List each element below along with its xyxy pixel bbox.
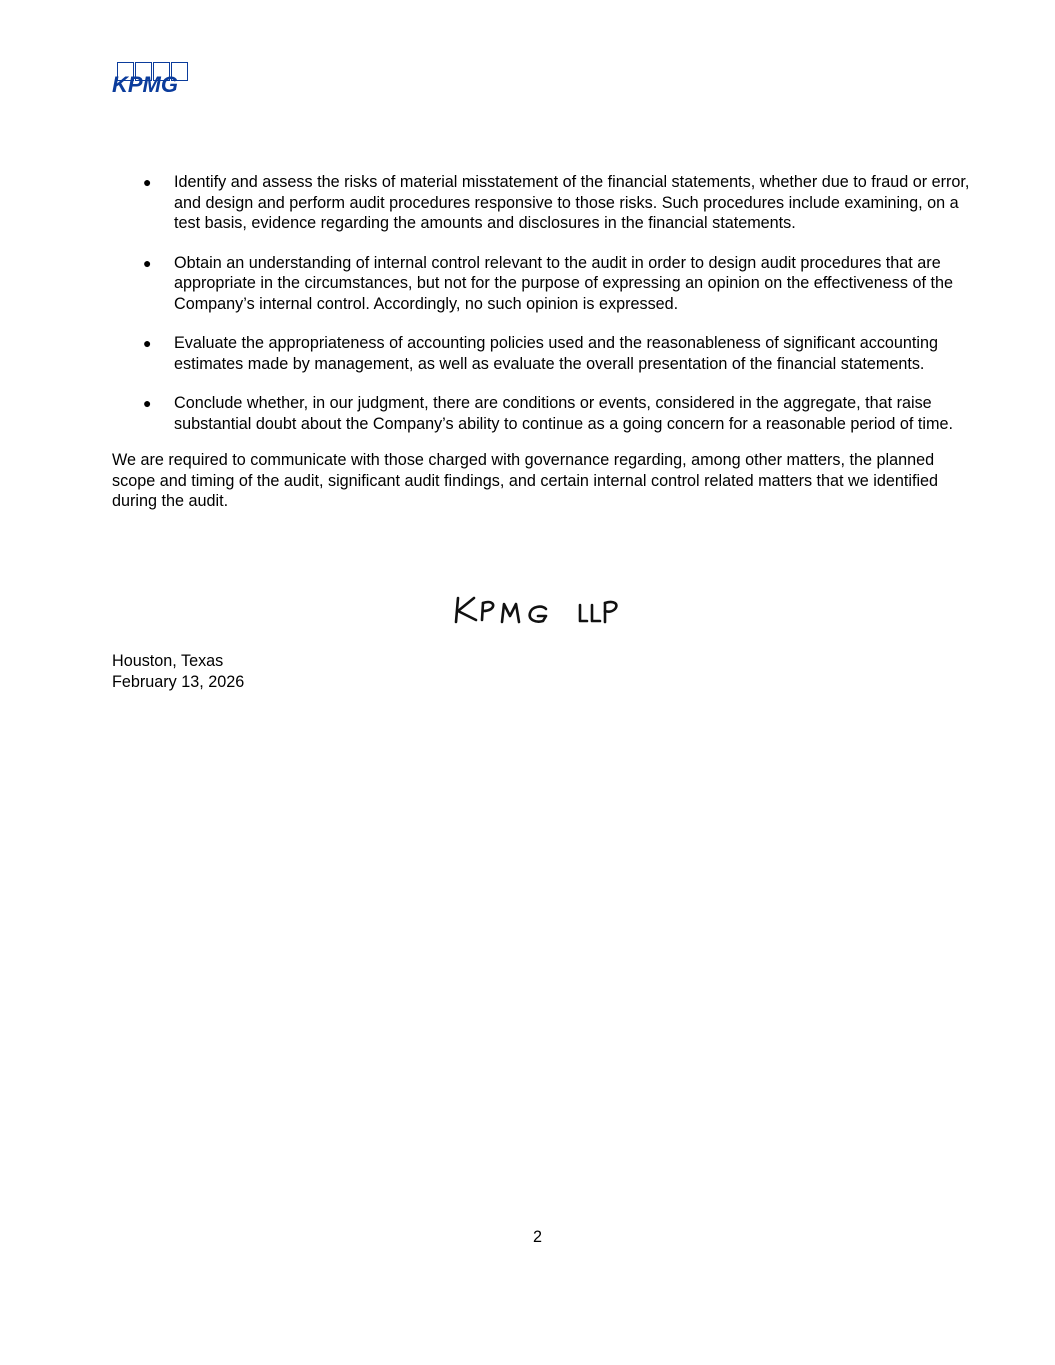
signature-location-block [112, 651, 244, 692]
bullet-text: Evaluate the appropriateness of accounting policies used and the reasonableness of significant accounting estimates made by management, as well as evaluate the overall presentation of the financial statements. [174, 334, 939, 373]
bullet-icon: ● [143, 174, 152, 190]
report-body [112, 172, 972, 512]
list-item [112, 393, 972, 434]
handwritten-signature [452, 592, 624, 628]
bullet-icon: ● [143, 335, 152, 351]
bullet-text: Identify and assess the risks of material misstatement of the financial statements, whether due to fraud or error, and design and perform audit procedures responsive to those risks. Such procedures include examining, on a test basis, evidence regarding the amounts and disclosures in the financial statements. [174, 173, 970, 232]
list-item [112, 253, 972, 315]
bullet-text: Conclude whether, in our judgment, there are conditions or events, considered in the aggregate, that raise substantial doubt about the Company’s ability to continue as a going concern for a reasonable period of time. [174, 394, 953, 433]
page-number: 2 [532, 1228, 542, 1246]
signing-date: February 13, 2026 [112, 672, 245, 691]
logo-text: KPMG [112, 72, 178, 95]
signing-city: Houston, Texas [112, 652, 224, 670]
bullet-icon: ● [143, 395, 152, 411]
list-item [112, 333, 972, 374]
bullet-icon: ● [143, 254, 152, 271]
governance-communication-paragraph: We are required to communicate with those charged with governance regarding, among other matters, the planned scope and timing of the audit, significant audit findings, and certain internal control related matters that we identified during the audit. [112, 451, 939, 510]
bullet-text: Obtain an understanding of internal control relevant to the audit in order to design audit procedures that are appropriate in the circumstances, but not for the purpose of expressing an opinion on the effectiveness of the Company’s internal control. Accordingly, no such opinion is expressed. [174, 253, 953, 313]
audit-procedures-list [112, 172, 972, 434]
kpmg-logo [111, 61, 193, 95]
list-item [112, 172, 972, 234]
